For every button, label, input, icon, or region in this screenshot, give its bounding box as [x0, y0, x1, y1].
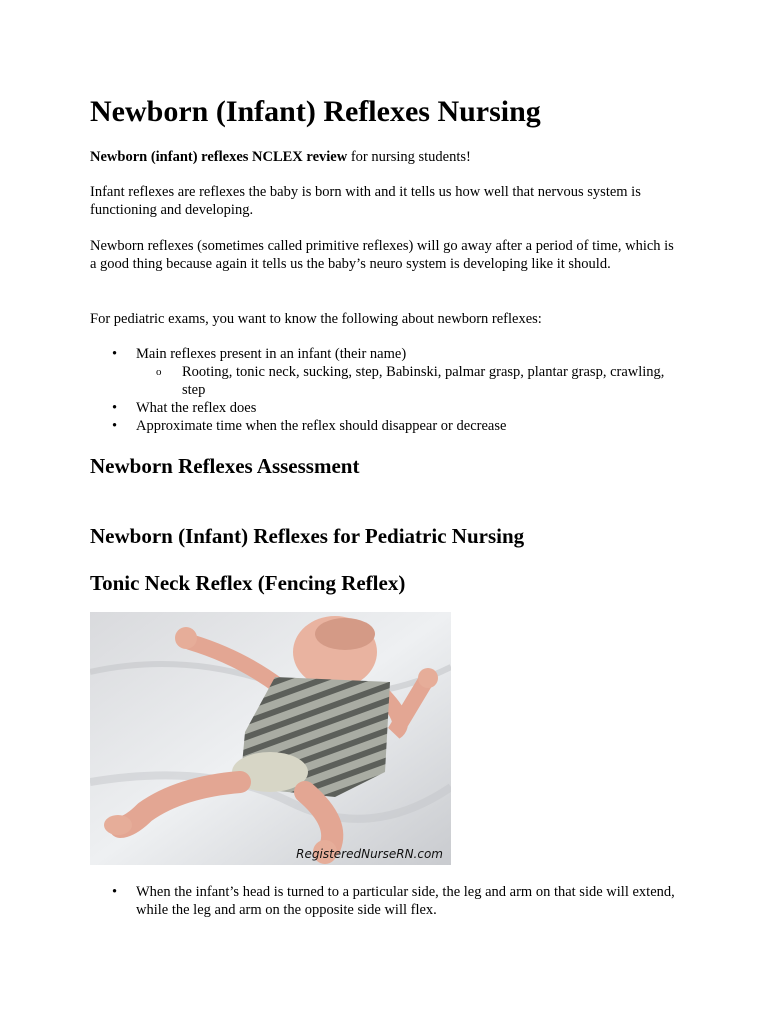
- intro-rest-text: for nursing students!: [347, 149, 471, 165]
- image-watermark: RegisteredNurseRN.com: [296, 847, 443, 861]
- heading-tonic-neck: Tonic Neck Reflex (Fencing Reflex): [90, 571, 406, 595]
- list-item: [90, 399, 690, 417]
- sub-list: [136, 363, 690, 399]
- page-title: Newborn (Infant) Reflexes Nursing: [90, 95, 541, 128]
- paragraph-primitive-reflexes: Newborn reflexes (sometimes called primitive reflexes) will go away after a period of time, which is a good thing because again it tells us the baby’s neuro system is developing like it should.: [90, 238, 674, 272]
- heading-assessment: Newborn Reflexes Assessment: [90, 454, 360, 478]
- sub-list-item: [136, 363, 690, 399]
- list-item: [90, 417, 690, 435]
- heading-pediatric: Newborn (Infant) Reflexes for Pediatric Nursing: [90, 524, 525, 548]
- infant-illustration: [90, 612, 451, 865]
- list-item-text: Approximate time when the reflex should disappear or decrease: [136, 418, 507, 434]
- reflex-knowledge-list: [90, 345, 690, 435]
- list-item: [90, 883, 690, 919]
- sub-list-item-text: Rooting, tonic neck, sucking, step, Babinski, palmar grasp, plantar grasp, crawling, step: [182, 364, 665, 398]
- tonic-neck-list: [90, 883, 690, 919]
- list-item: [90, 345, 690, 399]
- tonic-neck-photo: [90, 612, 451, 865]
- list-item-text: Main reflexes present in an infant (their name): [136, 346, 407, 362]
- paragraph-reflexes-definition: Infant reflexes are reflexes the baby is born with and it tells us how well that nervous system is functioning and developing.: [90, 184, 641, 218]
- intro-bold-text: Newborn (infant) reflexes NCLEX review: [90, 149, 348, 165]
- intro-paragraph: [90, 148, 680, 166]
- paragraph-pediatric-exams: For pediatric exams, you want to know the following about newborn reflexes:: [90, 311, 542, 327]
- list-item-text: When the infant’s head is turned to a particular side, the leg and arm on that side will extend, while the leg and arm on the opposite side will flex.: [136, 884, 675, 918]
- list-item-text: What the reflex does: [136, 400, 257, 416]
